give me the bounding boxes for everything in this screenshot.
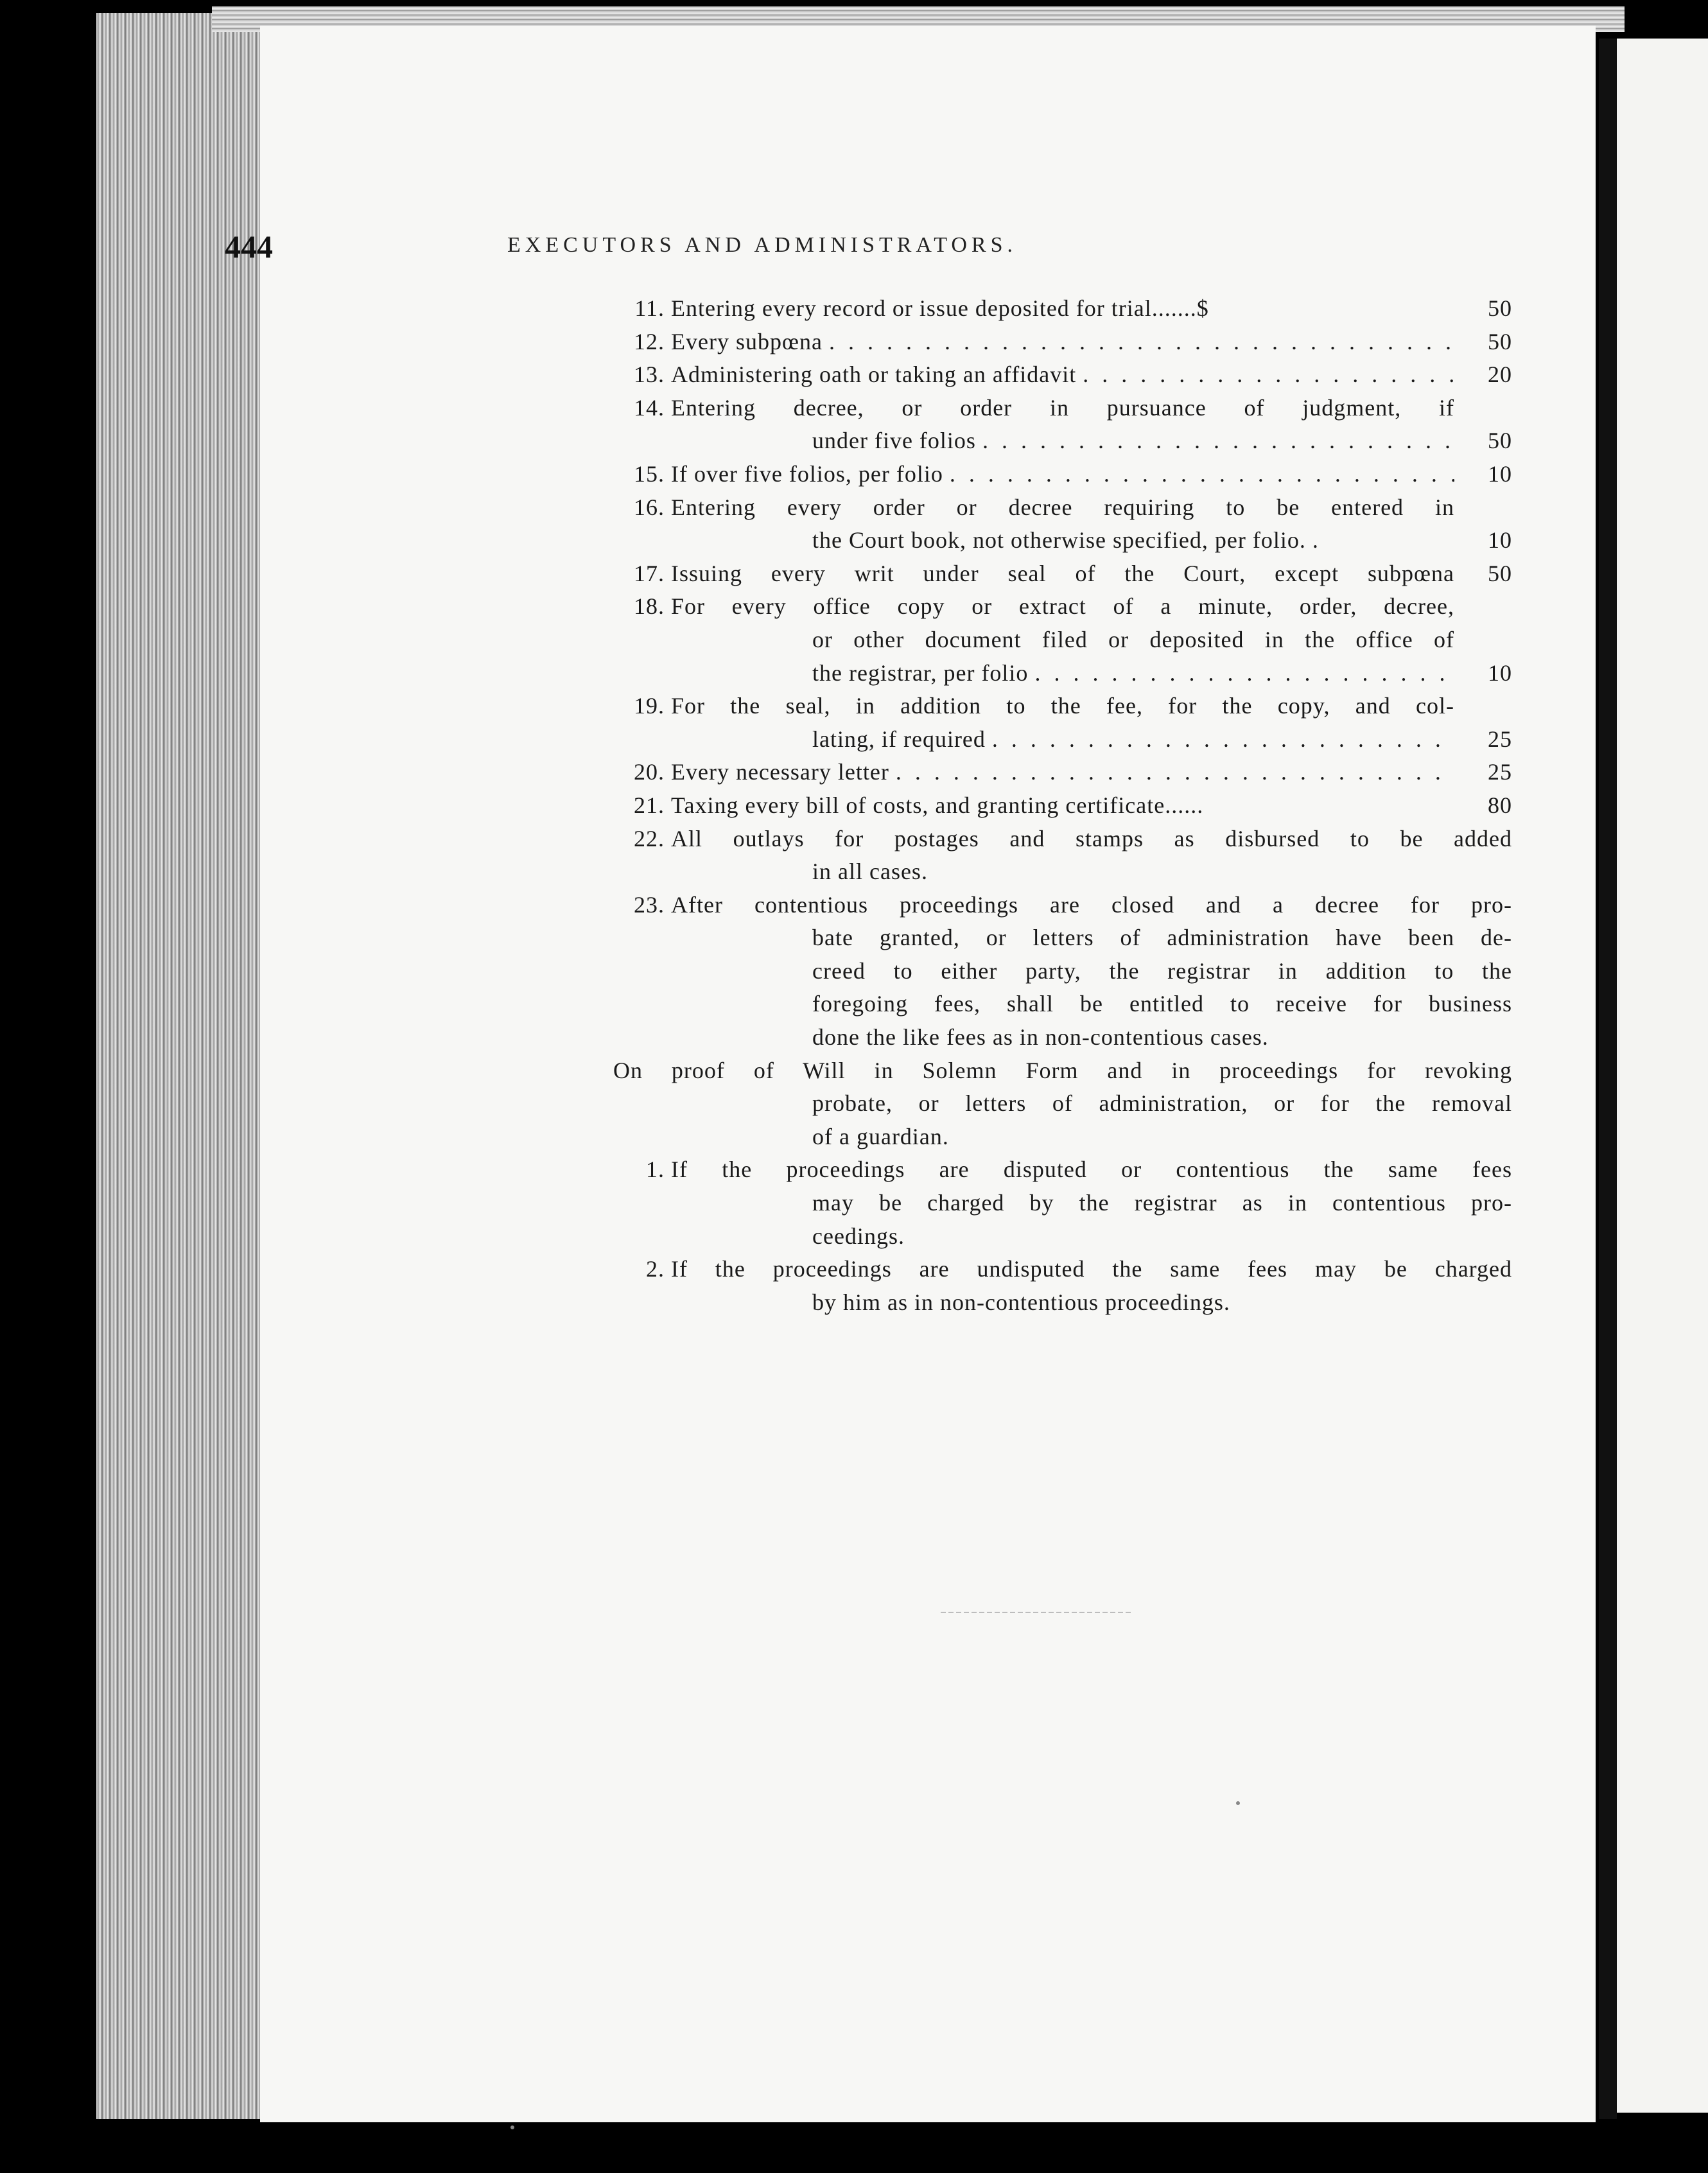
entry-text: Administering oath or taking an affidavit — [671, 362, 1077, 388]
entry-number: 16. — [634, 494, 665, 520]
fee-entry — [613, 557, 1512, 591]
entry-text: Every subpœna — [671, 328, 823, 354]
entry-number: 20. — [634, 759, 665, 785]
running-title: EXECUTORS AND ADMINISTRATORS. — [507, 233, 1017, 257]
dot-leader — [943, 458, 1454, 491]
fee-entry — [613, 789, 1512, 823]
fee-entry — [613, 326, 1512, 359]
paragraph-text: probate, or letters of administration, or for the removal — [812, 1090, 1512, 1117]
facing-page-sliver — [1617, 39, 1708, 2113]
dot-leader — [889, 756, 1454, 789]
entry-fee: 50 — [1488, 295, 1512, 321]
entry-fee: 80 — [1488, 792, 1512, 818]
entry-text: Entering every order or decree requiring to be entered in — [671, 494, 1454, 520]
entry-fee: 10 — [1488, 460, 1512, 487]
entry-number: 15. — [634, 460, 665, 487]
fee-schedule — [613, 292, 1512, 1319]
entry-text: Issuing every writ under seal of the Court, except subpœna — [671, 560, 1454, 586]
page-header — [0, 228, 1708, 266]
entry-text: For the seal, in addition to the fee, for the copy, and col- — [671, 693, 1454, 719]
paragraph-text: of a guardian. — [812, 1123, 949, 1149]
entry-text: done the like fees as in non-contentious cases. — [812, 1024, 1269, 1051]
entry-number: 19. — [634, 693, 665, 719]
entry-text: the Court book, not otherwise specified, per folio. . — [812, 527, 1319, 554]
entry-text: Entering every record or issue deposited for trial.......$ — [671, 295, 1209, 321]
entry-text: foregoing fees, shall be entitled to receive for business — [812, 991, 1512, 1017]
item-text: If the proceedings are disputed or contentious the same fees — [671, 1156, 1512, 1183]
entry-fee: 20 — [1488, 362, 1512, 388]
entry-fee: 10 — [1488, 527, 1512, 554]
fee-entry — [613, 756, 1512, 789]
book-gutter — [1599, 39, 1617, 2119]
entry-number: 12. — [634, 328, 665, 354]
entry-number: 22. — [634, 825, 665, 851]
entry-number: 17. — [634, 560, 665, 586]
dot-leader — [1028, 657, 1454, 690]
page-number: 444 — [225, 229, 273, 265]
solemn-form-item — [613, 1153, 1512, 1253]
fee-entry — [613, 292, 1512, 326]
dot-leader — [823, 326, 1454, 359]
paper-speck — [510, 2125, 514, 2129]
entry-number: 14. — [634, 394, 665, 421]
dot-leader — [976, 424, 1454, 458]
entry-text: Every necessary letter — [671, 759, 889, 785]
entry-number: 18. — [634, 593, 665, 620]
dot-leader — [1076, 358, 1454, 392]
paragraph-text: On proof of Will in Solemn Form and in proceedings for revoking — [613, 1057, 1512, 1083]
entry-text: For every office copy or extract of a minute, order, decree, — [671, 593, 1454, 620]
item-text: ceedings. — [812, 1223, 905, 1249]
entry-text: lating, if required — [812, 726, 986, 752]
item-number: 2. — [646, 1256, 665, 1282]
entry-number: 11. — [634, 295, 665, 321]
entry-text: After contentious proceedings are closed and a decree for pro- — [671, 891, 1512, 918]
item-number: 1. — [646, 1156, 665, 1183]
entry-fee: 50 — [1488, 328, 1512, 354]
entry-fee: 25 — [1488, 759, 1512, 785]
entry-text: in all cases. — [812, 859, 928, 885]
dot-leader — [986, 723, 1454, 756]
entry-text: creed to either party, the registrar in addition to the — [812, 957, 1512, 984]
fee-entry — [613, 590, 1512, 690]
fee-entry — [613, 823, 1512, 889]
item-text: by him as in non-contentious proceedings. — [812, 1289, 1230, 1315]
closing-rule — [941, 1612, 1133, 1613]
fee-entry — [613, 491, 1512, 557]
book-page-edges — [96, 13, 263, 2119]
entry-text: under five folios — [812, 428, 976, 454]
entry-text: bate granted, or letters of administration have been de- — [812, 925, 1512, 951]
fee-entry — [613, 392, 1512, 458]
fee-entry — [613, 358, 1512, 392]
solemn-form-paragraph — [613, 1054, 1512, 1154]
entry-number: 21. — [634, 792, 665, 818]
entry-number: 23. — [634, 891, 665, 918]
entry-number: 13. — [634, 362, 665, 388]
entry-text: If over five folios, per folio — [671, 460, 943, 487]
entry-text: the registrar, per folio — [812, 659, 1029, 686]
entry-text: Taxing every bill of costs, and granting certificate...... — [671, 792, 1204, 818]
entry-fee: 10 — [1488, 659, 1512, 686]
fee-entry — [613, 889, 1512, 1054]
entry-fee: 50 — [1488, 560, 1512, 586]
fee-entry — [613, 690, 1512, 756]
fee-entry — [613, 458, 1512, 491]
item-text: If the proceedings are undisputed the same fees may be charged — [671, 1256, 1512, 1282]
solemn-form-item — [613, 1253, 1512, 1319]
entry-text: Entering decree, or order in pursuance of judgment, if — [671, 394, 1454, 421]
item-text: may be charged by the registrar as in contentious pro- — [812, 1190, 1512, 1216]
entry-text: or other document filed or deposited in the office of — [812, 626, 1454, 652]
paper-speck — [1236, 1801, 1240, 1805]
entry-fee: 25 — [1488, 726, 1512, 752]
entry-fee: 50 — [1488, 428, 1512, 454]
entry-text: All outlays for postages and stamps as disbursed to be added — [671, 825, 1512, 851]
